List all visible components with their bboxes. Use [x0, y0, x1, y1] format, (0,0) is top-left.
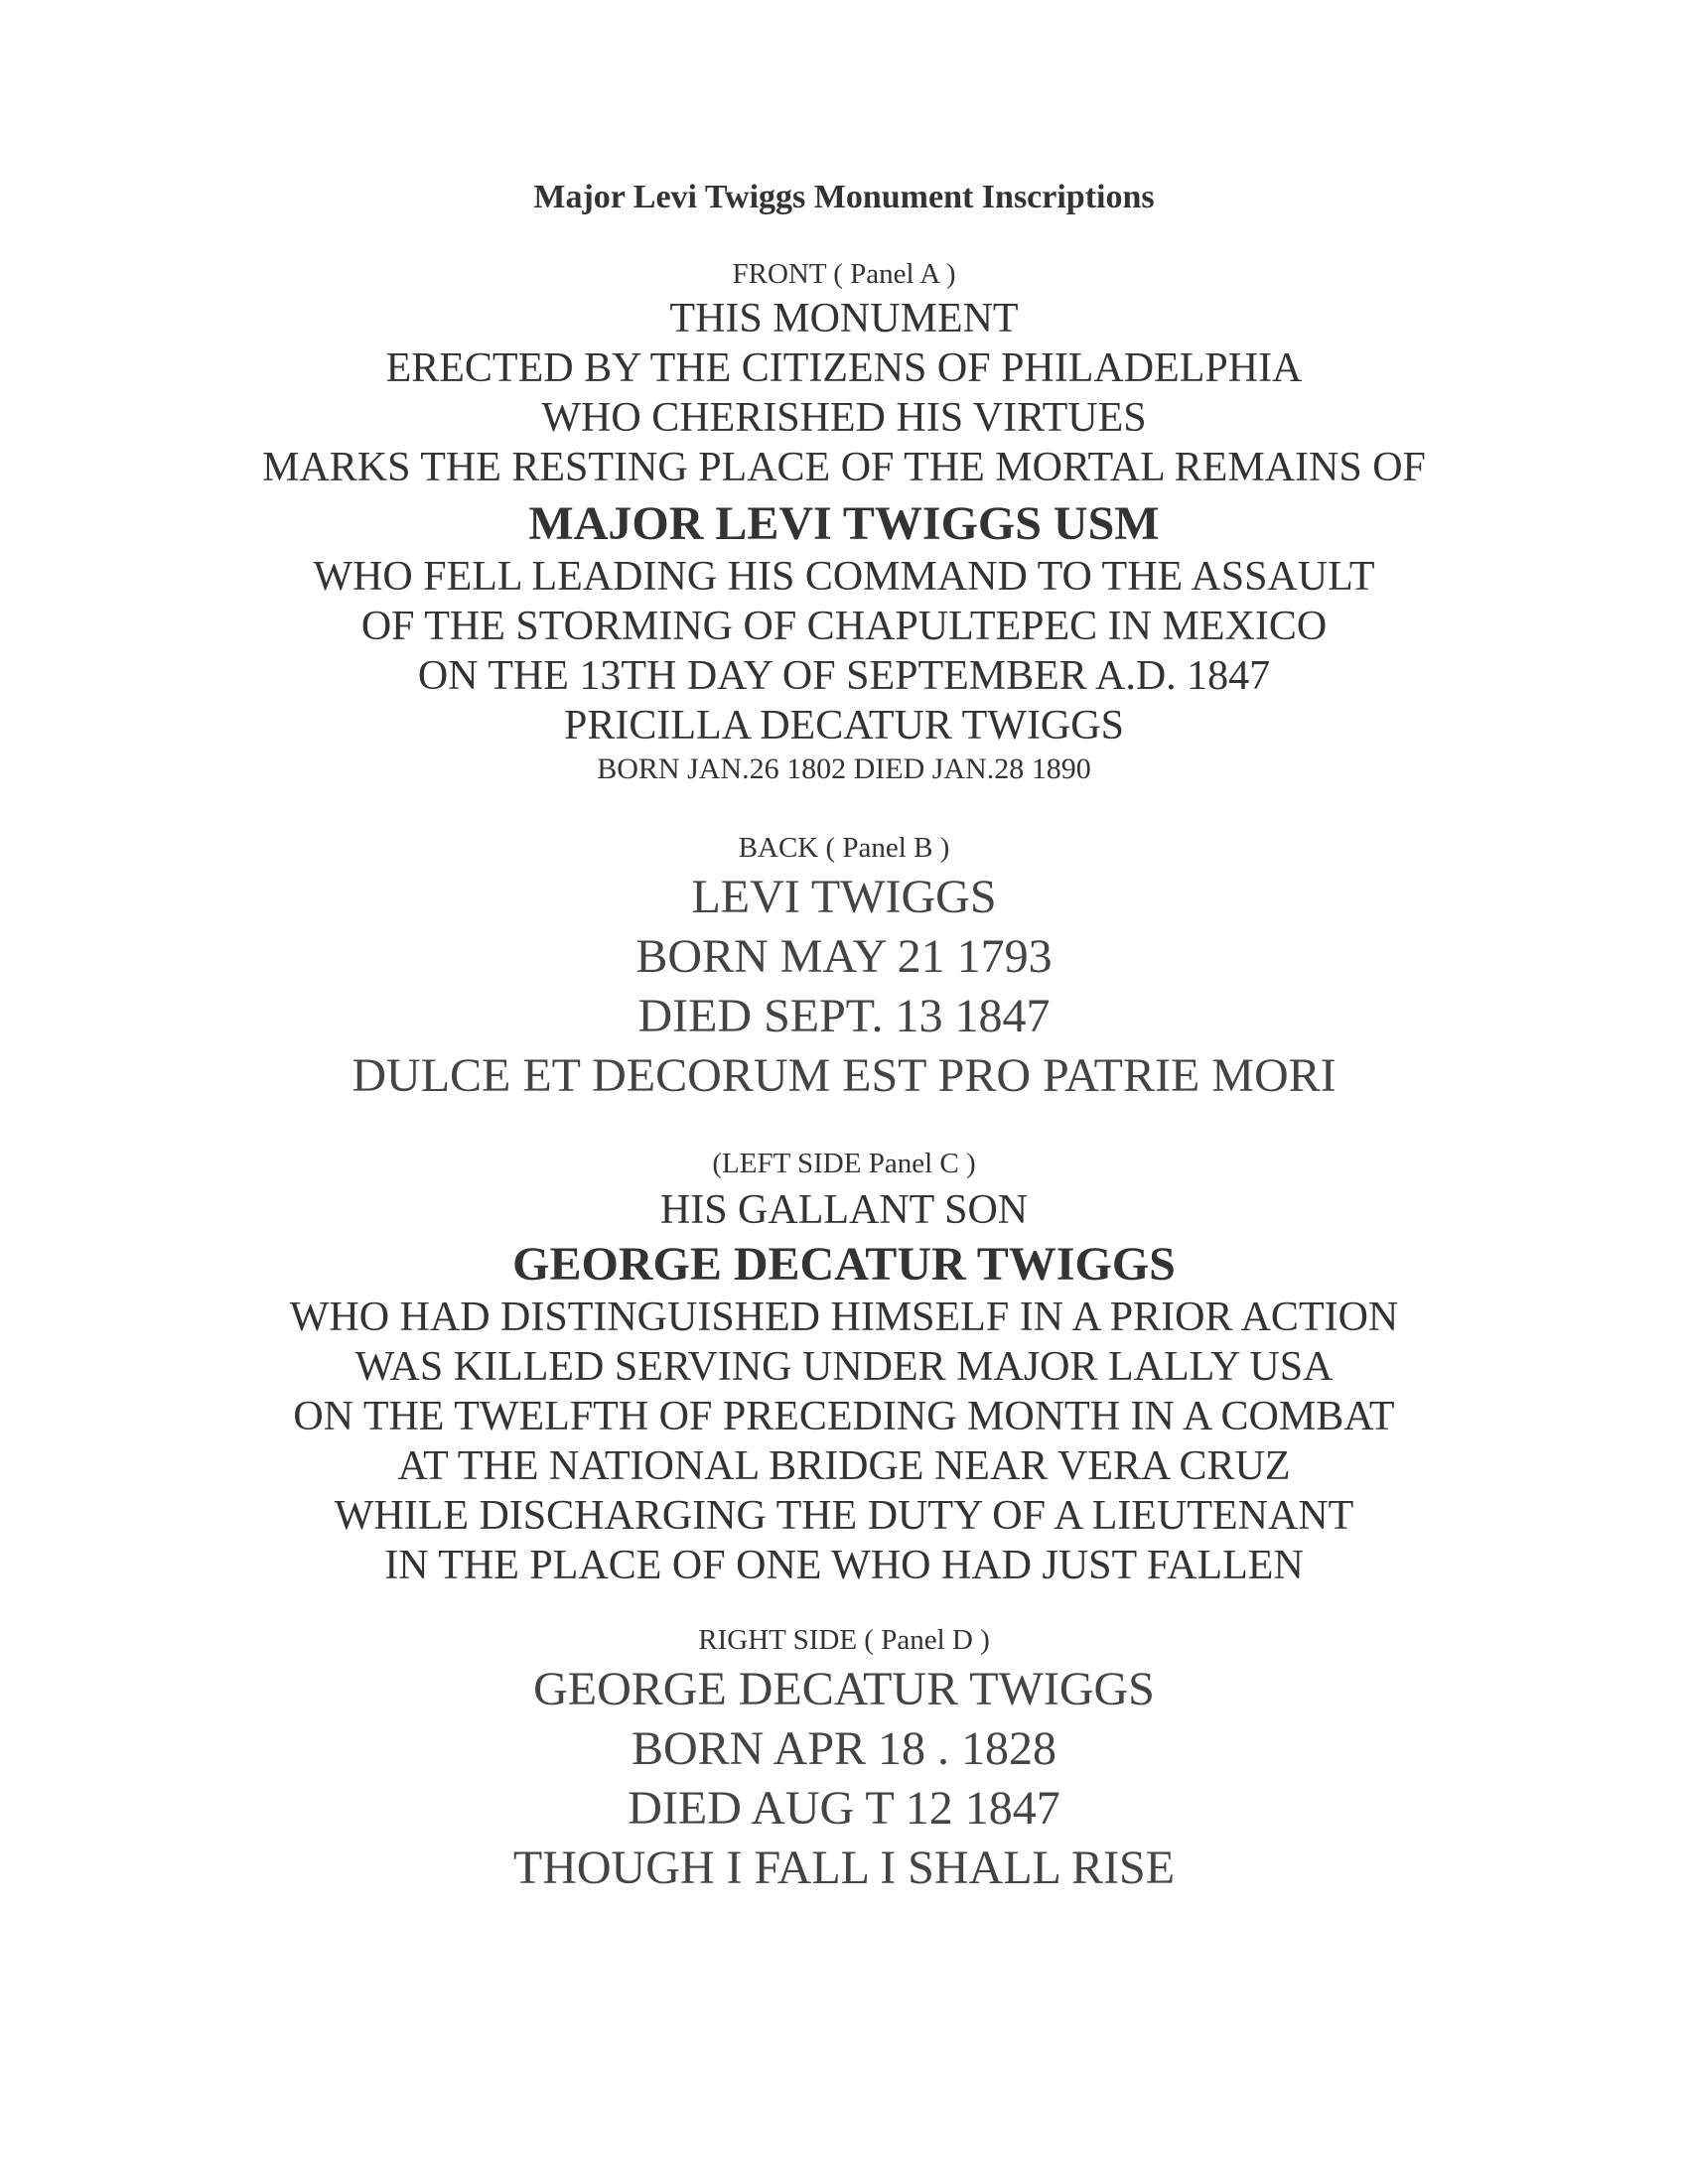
panel-a-line: PRICILLA DECATUR TWIGGS [564, 703, 1124, 749]
panel-c-line: ON THE TWELFTH OF PRECEDING MONTH IN A COMBAT [293, 1394, 1395, 1439]
panel-d-line: DIED AUG T 12 1847 [628, 1782, 1060, 1835]
panel-b-label: BACK ( Panel B ) [738, 832, 950, 864]
panel-d-label: RIGHT SIDE ( Panel D ) [698, 1624, 990, 1656]
panel-a-line: MARKS THE RESTING PLACE OF THE MORTAL REMAINS OF [262, 445, 1426, 490]
panel-a-line: THIS MONUMENT [669, 296, 1019, 341]
panel-c-line: WAS KILLED SERVING UNDER MAJOR LALLY USA [354, 1344, 1334, 1390]
panel-c-line: WHO HAD DISTINGUISHED HIMSELF IN A PRIOR ACTION [289, 1295, 1399, 1340]
panel-c-line: WHILE DISCHARGING THE DUTY OF A LIEUTENANT [334, 1493, 1354, 1539]
panel-a-dates: BORN JAN.26 1802 DIED JAN.28 1890 [597, 752, 1091, 785]
panel-b-line: DULCE ET DECORUM EST PRO PATRIE MORI [352, 1049, 1336, 1102]
panel-a-line: ON THE 13TH DAY OF SEPTEMBER A.D. 1847 [417, 653, 1271, 699]
panel-c-intro: HIS GALLANT SON [659, 1187, 1029, 1233]
document-title: Major Levi Twiggs Monument Inscriptions [533, 179, 1155, 215]
panel-d-line: BORN APR 18 . 1828 [631, 1722, 1057, 1775]
panel-c-label: (LEFT SIDE Panel C ) [712, 1148, 976, 1179]
panel-a-line: WHO CHERISHED HIS VIRTUES [541, 395, 1147, 441]
panel-d-line: GEORGE DECATUR TWIGGS [533, 1663, 1155, 1715]
panel-c-line: IN THE PLACE OF ONE WHO HAD JUST FALLEN [384, 1543, 1304, 1588]
panel-a-name: MAJOR LEVI TWIGGS USM [528, 497, 1160, 550]
panel-a-line: WHO FELL LEADING HIS COMMAND TO THE ASSAULT [313, 554, 1375, 600]
panel-a-line: ERECTED BY THE CITIZENS OF PHILADELPHIA [385, 345, 1303, 391]
panel-a-label: FRONT ( Panel A ) [732, 258, 956, 290]
panel-b-line: BORN MAY 21 1793 [635, 930, 1053, 983]
panel-b-line: LEVI TWIGGS [691, 871, 997, 923]
panel-a-line: OF THE STORMING OF CHAPULTEPEC IN MEXICO [360, 604, 1328, 649]
panel-b-line: DIED SEPT. 13 1847 [637, 990, 1051, 1042]
panel-d-line: THOUGH I FALL I SHALL RISE [512, 1842, 1176, 1894]
panel-c-name: GEORGE DECATUR TWIGGS [512, 1238, 1176, 1291]
panel-c-line: AT THE NATIONAL BRIDGE NEAR VERA CRUZ [397, 1443, 1291, 1489]
